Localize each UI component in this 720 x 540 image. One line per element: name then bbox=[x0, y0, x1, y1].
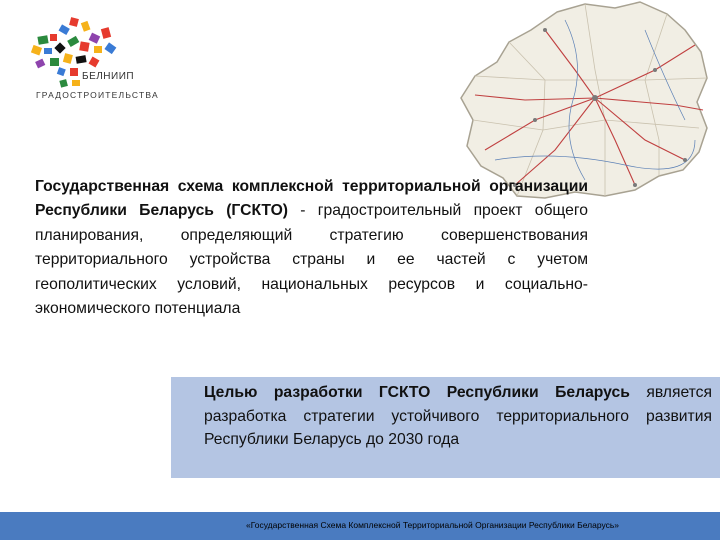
gskto-definition-body: - градостроительный проект общего планирования, определяющий стратегию совершенствования территориального устройства страны и ее частей с учетом геополитических условий, национальных ресурсов и социально-экономического потенциала bbox=[35, 202, 588, 318]
logo-text-belniip: БЕЛНИИП bbox=[82, 71, 135, 82]
gskto-definition-title: Государственная схема комплексной территориальной организации Республики Беларусь (ГСКТО) bbox=[35, 178, 588, 220]
footer-bar bbox=[0, 512, 720, 540]
goal-title: Целью разработки ГСКТО Республики Беларусь bbox=[204, 384, 630, 401]
belniip-logo bbox=[30, 16, 160, 106]
gskto-definition-paragraph bbox=[35, 175, 588, 321]
goal-body: является разработка стратегии устойчивого территориального развития Республики Беларусь до 2030 года bbox=[204, 384, 713, 448]
logo-text-gradostroitelstva: ГРАДОСТРОИТЕЛЬСТВА bbox=[36, 90, 159, 100]
goal-box bbox=[171, 377, 720, 478]
footer-text: «Государственная Схема Комплексной Территориальной Организации Республики Беларусь» bbox=[245, 520, 620, 530]
goal-paragraph bbox=[204, 381, 712, 452]
